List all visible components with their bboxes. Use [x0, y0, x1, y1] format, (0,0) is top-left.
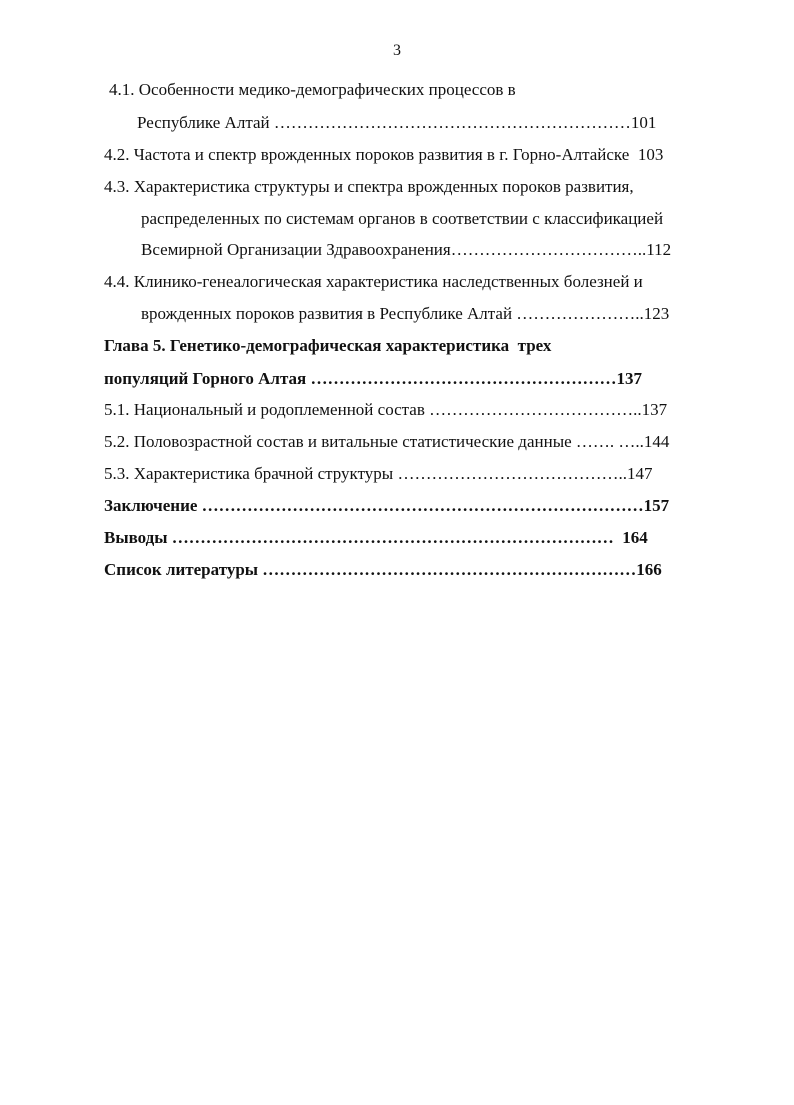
toc-line-findings: Выводы …………………………………………………………………… 164 [104, 528, 648, 547]
toc-line-4-3-a: 4.3. Характеристика структуры и спектра врожденных пороков развития, [104, 177, 634, 196]
toc-line-5-3: 5.3. Характеристика брачной структуры …………………………………..147 [104, 464, 653, 483]
toc-line-4-4-b: врожденных пороков развития в Республике Алтай …………………..123 [141, 304, 670, 323]
toc-line-chapter5-a: Глава 5. Генетико-демографическая характеристика трех [104, 336, 552, 355]
toc-line-4-3-c: Всемирной Организации Здравоохранения……………………………..112 [141, 240, 672, 259]
toc-line-references: Список литературы …………………………………………………………166 [104, 560, 662, 579]
page-number: 3 [393, 42, 401, 59]
toc-line-4-2: 4.2. Частота и спектр врожденных пороков развития в г. Горно-Алтайске 103 [104, 145, 664, 164]
toc-line-conclusion: Заключение ……………………………………………………………………157 [104, 496, 670, 515]
toc-line-4-4-a: 4.4. Клинико-генеалогическая характеристика наследственных болезней и [104, 272, 643, 291]
toc-line-5-1: 5.1. Национальный и родоплеменной состав ………………………………..137 [104, 400, 668, 419]
toc-line-5-2: 5.2. Половозрастной состав и витальные статистические данные ……. …..144 [104, 432, 670, 451]
toc-line-4-3-b: распределенных по системам органов в соответствии с классификацией [141, 209, 664, 228]
toc-line-chapter5-b: популяций Горного Алтая ………………………………………………137 [104, 369, 642, 388]
toc-line-4-1-a: 4.1. Особенности медико-демографических процессов в [109, 80, 516, 99]
toc-line-4-1-b: Республике Алтай ………………………………………………………101 [137, 113, 657, 132]
